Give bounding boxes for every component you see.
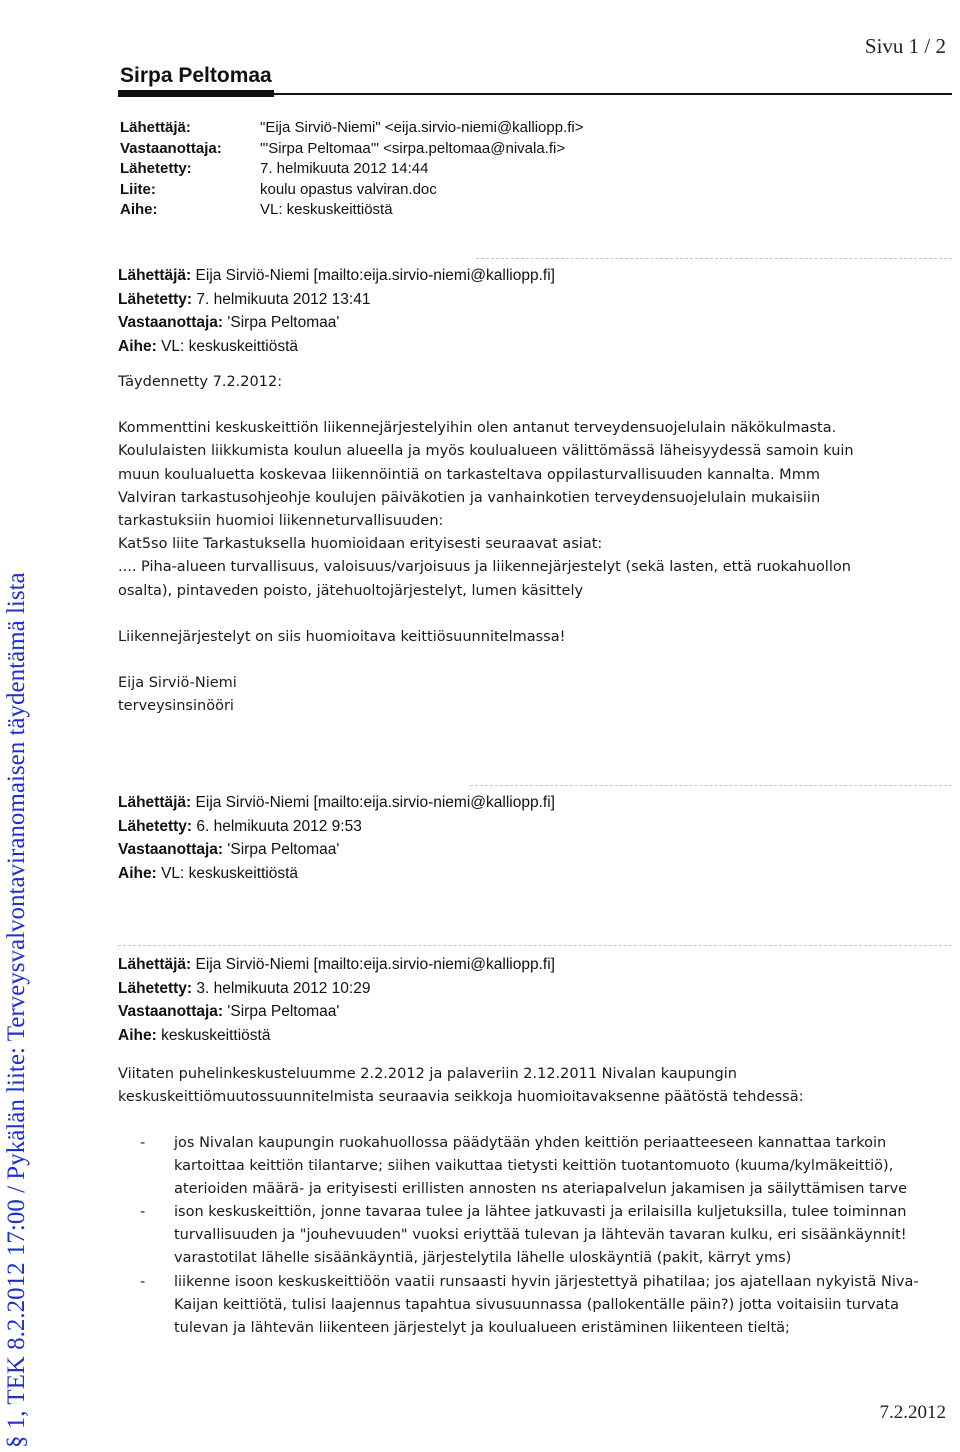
- message-subject-line: [118, 335, 555, 359]
- header-label: Aihe:: [120, 201, 158, 218]
- sent-value: 7. helmikuuta 2012 13:41: [196, 290, 371, 308]
- list-item-text: liikenne isoon keskuskeittiöön vaatii runsaasti hyvin järjestettyä pihatilaa; jos ajatellaan nykyistä Niva-Kaijan keittiötä, tulisi laajennus tapahtua sivusuunnassa (pallokentälle päin?) jotta voitaisiin turvata tulevan ja lähtevän liikenteen järjestelyt ja koulualueen eristäminen liikenteen tieltä;: [174, 1273, 919, 1336]
- header-row-to: [120, 139, 583, 160]
- attachment-name[interactable]: koulu opastus valviran.doc: [260, 180, 437, 198]
- message-header: [118, 791, 555, 885]
- header-row-subject: [120, 200, 583, 221]
- header-rule: [118, 93, 952, 95]
- body-line: .... Piha-alueen turvallisuus, valoisuus/varjoisuus ja liikennejärjestelyt (sekä lasten, että ruokahuollon: [118, 559, 851, 576]
- body-line: keskuskeittiömuutossuunnitelmista seuraavia seikkoja huomioitavaksenne päätöstä tehdessä:: [118, 1089, 804, 1106]
- body-line: [118, 394, 918, 417]
- message-body: [118, 1063, 918, 1109]
- body-line: Viitaten puhelinkeskusteluumme 2.2.2012 ja palaveriin 2.12.2011 Nivalan kaupungin: [118, 1066, 737, 1082]
- header-label: Lähettäjä:: [120, 119, 191, 136]
- from-label: Lähettäjä:: [118, 956, 192, 973]
- body-line: Liikennejärjestelyt on siis huomioitava keittiösuunnitelmassa!: [118, 628, 566, 645]
- body-line: Täydennetty 7.2.2012:: [118, 374, 283, 390]
- body-line: Valviran tarkastusohjeohje koulujen päiväkotien ja vanhainkotien terveydensuojelulain mukaisiin: [118, 489, 821, 506]
- message-from-line: [118, 264, 555, 288]
- message-header: [118, 953, 555, 1047]
- side-label: § 1, TEK 8.2.2012 17:00 / Pykälän liite: Terveysvalvontaviranomaisen täydentämä lista: [3, 572, 30, 1448]
- sent-value: 6. helmikuuta 2012 9:53: [196, 817, 362, 835]
- subject-label: Aihe:: [118, 1026, 157, 1044]
- to-label: Vastaanottaja:: [118, 314, 224, 332]
- message-divider: [476, 258, 952, 259]
- list-item-text: ison keskuskeittiön, jonne tavaraa tulee ja lähtee jatkuvasti ja erilaisilla kuljetuksilla, tulee toiminnan turvallisuuden ja "jouhevuuden" vuoksi eriyttää tulevan ja lähtevän tavaran kulku, eri sisäänkäynnit! varastotilat lähelle sisäänkäyntiä, järjestelytila lähelle uloskäyntiä (pakit, kärryt yms): [174, 1204, 907, 1267]
- message-sent-line: [118, 288, 555, 312]
- email-header-table: [120, 118, 583, 221]
- header-row-sent: [120, 159, 583, 180]
- body-line: [118, 649, 918, 672]
- body-line: tarkastuksiin huomioi liikenneturvallisuuden:: [118, 513, 444, 530]
- sent-label: Lähetetty:: [118, 817, 193, 835]
- sent-label: Lähetetty:: [118, 290, 193, 308]
- message-from-line: [118, 953, 555, 977]
- to-label: Vastaanottaja:: [118, 1003, 224, 1021]
- header-value: "Eija Sirviö-Niemi" <eija.sirvio-niemi@kalliopp.fi>: [260, 119, 584, 136]
- header-label: Lähetetty:: [120, 160, 192, 177]
- message-sent-line: [118, 815, 555, 839]
- message-divider: [118, 945, 952, 946]
- from-label: Lähettäjä:: [118, 794, 192, 811]
- message-to-line: [118, 1000, 555, 1024]
- subject-value: VL: keskuskeittiöstä: [161, 864, 299, 882]
- message-header: [118, 264, 555, 358]
- to-value: 'Sirpa Peltomaa': [227, 314, 340, 332]
- side-margin-strip: [0, 0, 32, 1452]
- from-value: Eija Sirviö-Niemi [mailto:eija.sirvio-niemi@kalliopp.fi]: [195, 267, 555, 284]
- message-sent-line: [118, 977, 555, 1001]
- to-value: 'Sirpa Peltomaa': [227, 1003, 340, 1021]
- list-item: [138, 1201, 928, 1270]
- message-subject-line: [118, 1024, 555, 1048]
- sent-label: Lähetetty:: [118, 979, 193, 997]
- header-row-attachment: [120, 180, 583, 201]
- list-item: [138, 1271, 928, 1340]
- body-line: Kat5so liite Tarkastuksella huomioidaan erityisesti seuraavat asiat:: [118, 536, 603, 553]
- page-number: Sivu 1 / 2: [864, 34, 946, 58]
- header-value: "'Sirpa Peltomaa'" <sirpa.peltomaa@nivala.fi>: [260, 139, 566, 157]
- subject-label: Aihe:: [118, 337, 157, 355]
- body-line: Kommenttini keskuskeittiön liikennejärjestelyihin olen antanut terveydensuojelulain näkökulmasta.: [118, 420, 837, 437]
- signature-title: terveysinsinööri: [118, 698, 234, 715]
- list-item-text: jos Nivalan kaupungin ruokahuollossa päädytään yhden keittiön periaatteeseen kannattaa tarkoin kartoittaa keittiön tilantarve; siihen vaikuttaa tietysti keittiön tuotantomuoto (kuuma/kylmäkeittiö), aterioiden määrä- ja erityisesti erillisten annosten ns ateriapalvelun jakamisen ja säilyttämisen tarve: [174, 1135, 908, 1198]
- body-line: osalta), pintaveden poisto, jätehuoltojärjestelyt, lumen käsittely: [118, 582, 584, 599]
- signature-name: Eija Sirviö-Niemi: [118, 675, 237, 692]
- header-value: 7. helmikuuta 2012 14:44: [260, 160, 429, 177]
- footer-date: 7.2.2012: [879, 1402, 946, 1423]
- header-value: VL: keskuskeittiöstä: [260, 201, 393, 218]
- bullet-marker: -: [140, 1135, 146, 1151]
- bullet-marker: -: [140, 1204, 146, 1221]
- header-label: Vastaanottaja:: [120, 139, 222, 157]
- from-value: Eija Sirviö-Niemi [mailto:eija.sirvio-niemi@kalliopp.fi]: [195, 956, 555, 973]
- body-line: [118, 603, 918, 626]
- bullet-marker: -: [140, 1273, 146, 1290]
- to-value: 'Sirpa Peltomaa': [227, 841, 340, 859]
- message-divider: [470, 785, 952, 786]
- message-to-line: [118, 311, 555, 335]
- subject-value: keskuskeittiöstä: [161, 1026, 271, 1044]
- message-to-line: [118, 838, 555, 862]
- subject-label: Aihe:: [118, 864, 157, 882]
- message-from-line: [118, 791, 555, 815]
- bullet-list: [138, 1132, 928, 1340]
- message-body: [118, 371, 918, 718]
- to-label: Vastaanottaja:: [118, 841, 224, 859]
- subject-value: VL: keskuskeittiöstä: [161, 337, 299, 355]
- header-row-from: [120, 118, 583, 139]
- body-line: muun koulualuetta koskevaa liikennöintiä on tarkasteltava oppilasturvallisuuden kannalta. Mmm: [118, 466, 820, 483]
- message-subject-line: [118, 862, 555, 886]
- from-label: Lähettäjä:: [118, 267, 192, 284]
- sent-value: 3. helmikuuta 2012 10:29: [196, 979, 371, 997]
- list-item: [138, 1132, 928, 1201]
- from-value: Eija Sirviö-Niemi [mailto:eija.sirvio-niemi@kalliopp.fi]: [195, 794, 555, 811]
- body-line: Koululaisten liikkumista koulun alueella ja myös koulualueen välittömässä läheisyydessä samoin kuin: [118, 443, 854, 460]
- header-label: Liite:: [120, 180, 156, 198]
- mailbox-owner-name: Sirpa Peltomaa: [120, 64, 272, 87]
